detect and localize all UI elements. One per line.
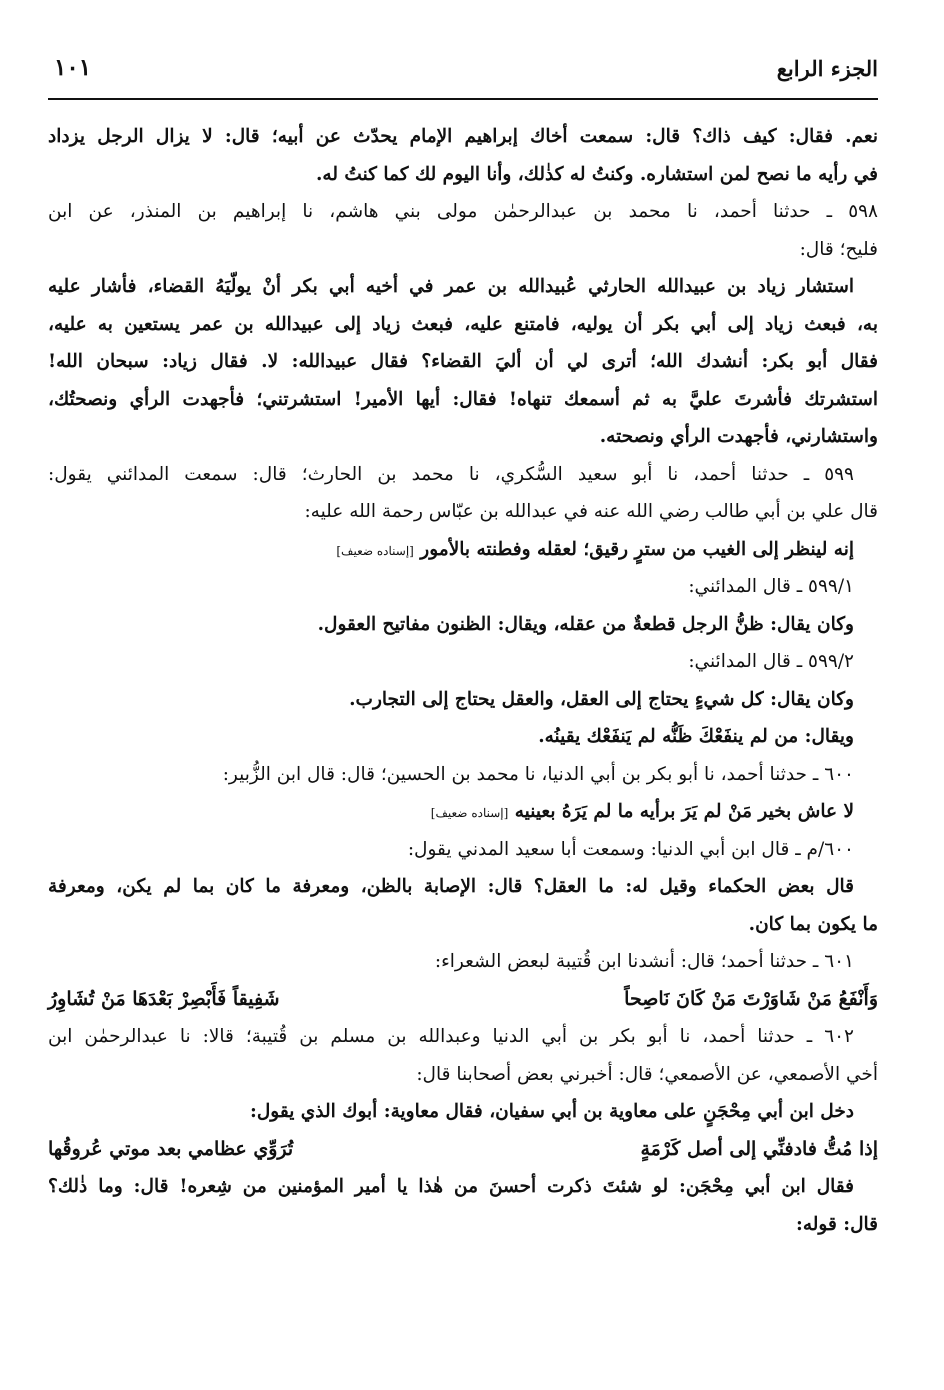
page-body <box>48 118 878 1243</box>
text-segment: لا عاش بخير مَنْ لم يَرَ برأيه ما لم يَرَهُ بعينيه <box>514 801 854 822</box>
narration-line: ٥٩٩ ـ حدثنا أحمد، نا أبو سعيد السُّكري، نا محمد بن الحارث؛ قال: سمعت المدائني يقول: <box>48 463 854 485</box>
book-page <box>48 52 878 1243</box>
text-line: فقال ابن أبي مِحْجَن: لو شئتَ ذكرت أحسنَ من هٰذا يا أمير المؤمنين من شِعره! قال: وما ذٰلك؟ <box>48 1176 854 1197</box>
text-line: فقال أبو بكر: أنشدك الله؛ أترى لي أن أليَ القضاء؟ فقال عبيدالله: لا. فقال زياد: سبحان الله! <box>48 351 878 372</box>
poetry-verse <box>48 981 878 1019</box>
text-line-with-note <box>48 793 878 831</box>
narration-line: قال علي بن أبي طالب رضي الله عنه في عبدالله بن عبّاس رحمة الله عليه: <box>304 501 878 522</box>
text-line: واستشارني، فأجهدت الرأي ونصحته. <box>599 426 878 447</box>
text-line-with-note <box>48 531 878 569</box>
narration-line: ٦٠٠/م ـ قال ابن أبي الدنيا: وسمعت أبا سعيد المدني يقول: <box>407 838 854 860</box>
text-line: وكان يقال: ظنُّ الرجل قطعةٌ من عقله، ويقال: الظنون مفاتيح العقول. <box>317 613 854 635</box>
text-line: استشرتك فأشرتَ عليَّ به ثم أسمعك تنهاه! فقال: أيها الأمير! استشرتني؛ فأجهدت الرأي ونصحتُك، <box>48 388 878 410</box>
text-line: وكان يقال: كل شيءٍ يحتاج إلى العقل، والعقل يحتاج إلى التجارب. <box>349 688 854 710</box>
running-head-title: الجزء الرابع <box>776 56 878 81</box>
page-number: ١٠١ <box>54 54 92 81</box>
narration-line: ٥٩٩/٢ ـ قال المدائني: <box>688 651 854 672</box>
text-line: قال بعض الحكماء وقيل له: ما العقل؟ قال: الإصابة بالظن، ومعرفة ما كان بما لم يكن، ومعرفة <box>48 876 854 897</box>
page-header <box>48 52 878 92</box>
header-rule <box>48 98 878 100</box>
text-line: ما يكون بما كان. <box>748 913 878 935</box>
text-line: في رأيه ما نصح لمن استشاره. وكنتُ له كذٰلك، وأنا اليوم لك كما كنتُ له. <box>315 163 878 185</box>
isnad-note: [إسناده ضعيف] <box>430 806 509 820</box>
narration-line: ٥٩٨ ـ حدثنا أحمد، نا محمد بن عبدالرحمٰن مولى بني هاشم، نا إبراهيم بن المنذر، عن ابن <box>48 201 878 222</box>
text-line: استشار زياد بن عبيدالله الحارثي عُبيدالله بن عمر في أخيه أبي بكر أنْ يولّيَهُ القضاء، فأشار عليه <box>48 276 854 297</box>
narration-line: ٦٠٠ ـ حدثنا أحمد، نا أبو بكر بن أبي الدنيا، نا محمد بن الحسين؛ قال: قال ابن الزُّبير: <box>222 763 854 785</box>
verse-first-hemistich: إذا مُتُّ فادفنِّي إلى أصل كَرْمَةٍ <box>640 1137 878 1160</box>
text-line: دخل ابن أبي مِحْجَنٍ على معاوية بن أبي سفيان، فقال معاوية: أبوك الذي يقول: <box>250 1101 854 1122</box>
text-line: قال: قوله: <box>796 1213 878 1235</box>
narration-line: ٦٠٢ ـ حدثنا أحمد، نا أبو بكر بن أبي الدنيا وعبدالله بن مسلم بن قُتيبة؛ قالا: نا عبدالرحمٰن ابن <box>48 1026 854 1047</box>
narration-line: ٦٠١ ـ حدثنا أحمد؛ قال: أنشدنا ابن قُتيبة لبعض الشعراء: <box>434 951 854 972</box>
text-line: به، فبعث زياد إلى أبي بكر أن يوليه، فامتنع عليه، فبعث زياد إلى عبيدالله بن عمر يستعين به عليه، <box>48 313 878 335</box>
isnad-note: [إسناده ضعيف] <box>336 543 414 558</box>
text-line: نعم. فقال: كيف ذاك؟ قال: سمعت أخاك إبراهيم الإمام يحدّث عن أبيه؛ قال: لا يزال الرجل يزداد <box>48 126 878 147</box>
text-line: ويقال: من لم ينفَعْكَ ظَنُّه لم يَنفَعْك يقينُه. <box>538 726 854 747</box>
verse-second-hemistich: شَفِيقاً فَأَبْصِرْ بَعْدَهَا مَنْ تُشَاوِرُ <box>48 987 280 1010</box>
narration-line: ٥٩٩/١ ـ قال المدائني: <box>688 576 854 597</box>
text-segment: إنه لينظر إلى الغيب من سترٍ رقيق؛ لعقله وفطنته بالأمور <box>420 538 854 560</box>
verse-first-hemistich: وَأَنْفَعُ مَنْ شَاوَرْتَ مَنْ كَانَ نَاصِحاً <box>624 987 878 1010</box>
narration-line: فليح؛ قال: <box>799 238 878 260</box>
verse-second-hemistich: تُرَوِّي عظامي بعد موتي عُروقُها <box>48 1137 294 1160</box>
poetry-verse <box>48 1131 878 1169</box>
narration-line: أخي الأصمعي، عن الأصمعي؛ قال: أخبرني بعض أصحابنا قال: <box>416 1063 878 1085</box>
